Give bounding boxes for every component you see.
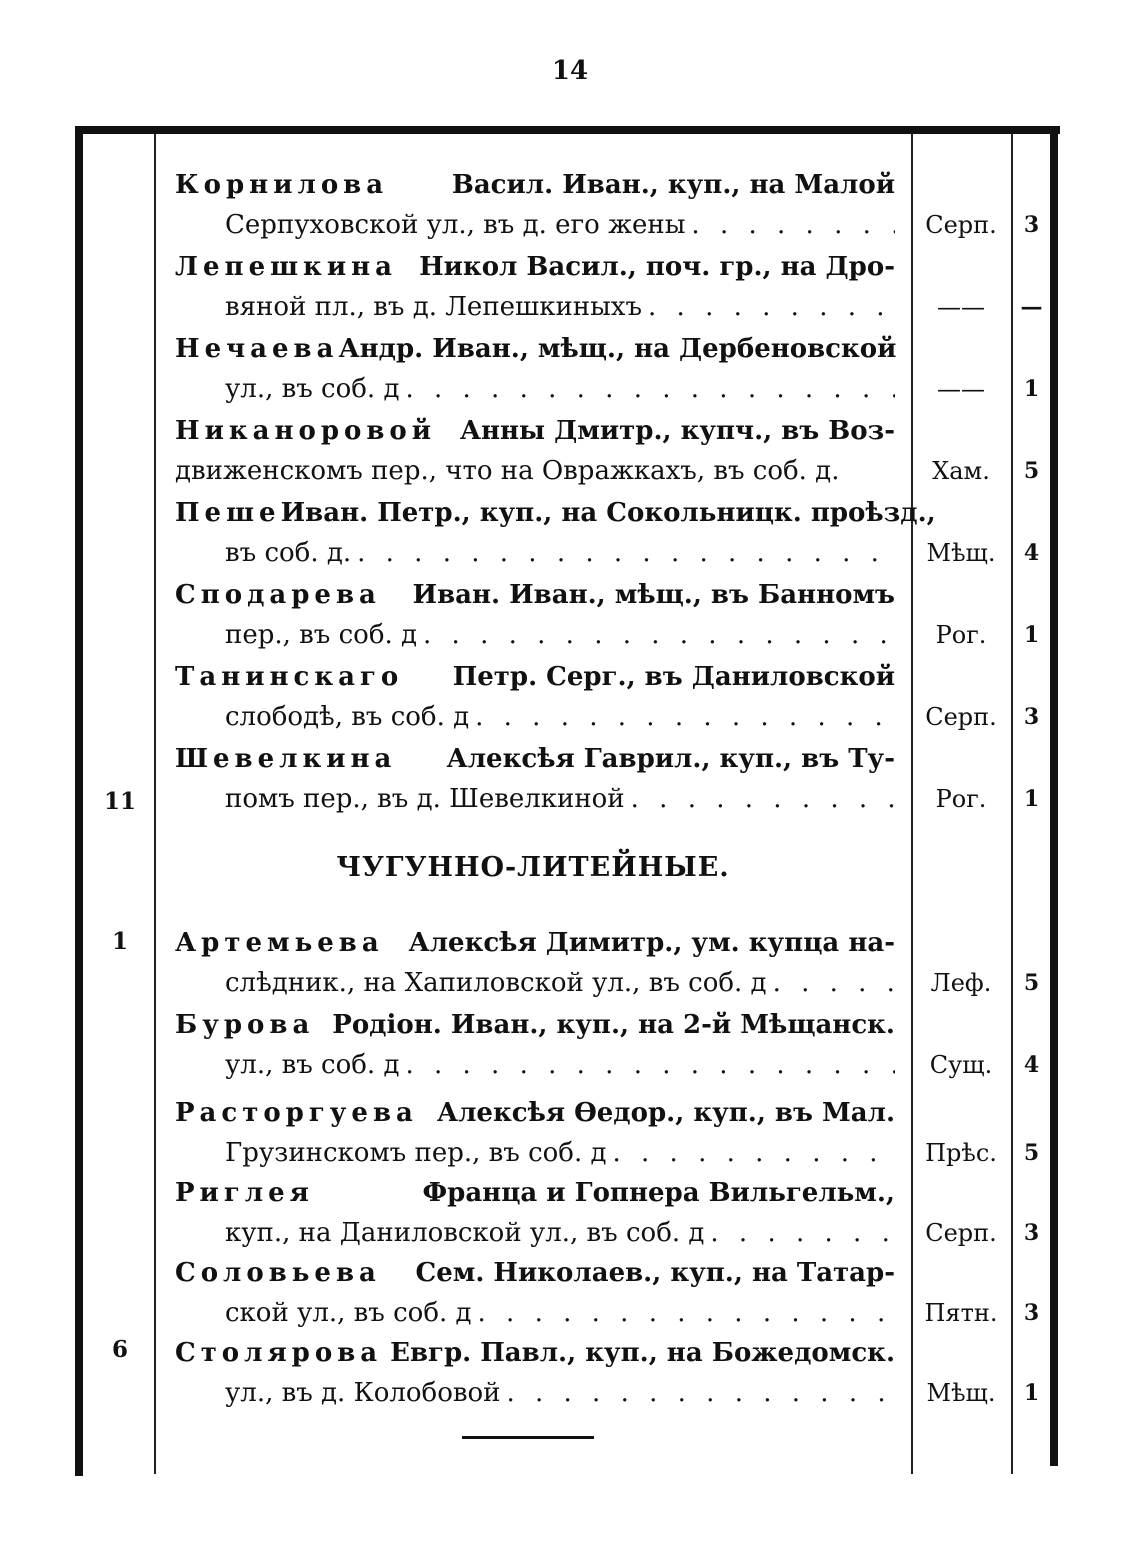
- leader-dots: [478, 1296, 895, 1330]
- leader-dots: [613, 1136, 896, 1170]
- entry-number: 11: [103, 788, 136, 815]
- entry-district: Пятн.: [924, 1299, 998, 1327]
- entry-line1: Алексѣя Димитр., ум. купца на-: [408, 928, 895, 958]
- entry-name: Риглея: [175, 1178, 314, 1208]
- entry-line1: Петр. Серг., въ Даниловской: [452, 662, 895, 692]
- entry-name: Расторгуева: [175, 1098, 418, 1128]
- entry-name: Никаноровой: [175, 416, 437, 446]
- entry-line2: слободѣ, въ соб. д: [225, 702, 470, 732]
- entry-part: 5: [1023, 458, 1040, 484]
- entry-line2: ул., въ соб. д: [225, 1050, 400, 1080]
- entry-line1: Иван. Петр., куп., на Сокольницк. проѣзд.,: [280, 498, 936, 528]
- list-item: [0, 408, 1140, 496]
- entry-district: Серп.: [925, 211, 997, 239]
- entry-name: Пеше: [175, 498, 281, 528]
- entry-part: 3: [1023, 1300, 1040, 1326]
- entry-line2: Серпуховской ул., въ д. его жены: [225, 210, 686, 240]
- entry-number: 1: [111, 928, 128, 955]
- entry-part: 5: [1023, 970, 1040, 996]
- leader-dots: [631, 782, 895, 816]
- list-item: [0, 1002, 1140, 1090]
- entry-part: 4: [1023, 540, 1040, 566]
- entry-line2: ул., въ д. Колобовой: [225, 1378, 501, 1408]
- entry-line2: слѣдник., на Хапиловской ул., въ соб. д: [225, 968, 767, 998]
- entry-part: 3: [1023, 212, 1040, 238]
- entry-line1: Алексѣя Өедор., куп., въ Мал.: [436, 1098, 895, 1128]
- entry-line1: Родіон. Иван., куп., на 2-й Мѣщанск.: [332, 1010, 895, 1040]
- entry-line1: Евгр. Павл., куп., на Божедомск.: [390, 1338, 895, 1368]
- leader-dots: [357, 536, 895, 570]
- leader-dots: [423, 618, 895, 652]
- entry-part: 1: [1023, 622, 1040, 648]
- entry-line2: движенскомъ пер., что на Овражкахъ, въ соб. д.: [175, 456, 840, 486]
- entry-line2: пер., въ соб. д: [225, 620, 418, 650]
- leader-dots: [773, 966, 895, 1000]
- entry-line2: помъ пер., въ д. Шевелкиной: [225, 784, 625, 814]
- entry-line2: въ соб. д.: [225, 538, 352, 568]
- entry-district: ——: [937, 375, 985, 403]
- entry-district: Леф.: [930, 969, 992, 997]
- leader-dots: [506, 1376, 895, 1410]
- list-item: [0, 162, 1140, 250]
- list-item: [0, 1090, 1140, 1178]
- entry-name: Шевелкина: [175, 744, 397, 774]
- leader-dots: [405, 1048, 895, 1082]
- page-number: 14: [551, 56, 589, 86]
- entry-name: Бурова: [175, 1010, 315, 1040]
- leader-dots: [405, 372, 895, 406]
- entry-district: Хам.: [932, 457, 990, 485]
- list-item: [0, 1250, 1140, 1338]
- list-item: [0, 1330, 1140, 1418]
- entry-district: Сущ.: [929, 1051, 993, 1079]
- entry-line1: Алексѣя Гаврил., куп., въ Ту-: [446, 744, 895, 774]
- entry-line1: Андр. Иван., мѣщ., на Дербеновской: [338, 334, 897, 364]
- entry-name: Корнилова: [175, 170, 389, 200]
- entry-line1: Васил. Иван., куп., на Малой: [451, 170, 895, 200]
- entry-line1: Сем. Николаев., куп., на Татар-: [415, 1258, 895, 1288]
- entry-district: ——: [937, 293, 985, 321]
- entry-line2: ской ул., въ соб. д: [225, 1298, 472, 1328]
- entry-part: 3: [1023, 1220, 1040, 1246]
- list-item: [0, 490, 1140, 578]
- leader-dots: [475, 700, 895, 734]
- list-item: [0, 654, 1140, 742]
- entry-district: Рог.: [935, 621, 987, 649]
- entry-part: 5: [1023, 1140, 1040, 1166]
- entry-part: —: [1020, 294, 1043, 320]
- entry-district: Рог.: [935, 785, 987, 813]
- entry-name: Соловьева: [175, 1258, 381, 1288]
- list-item: [0, 736, 1140, 824]
- entry-line2: куп., на Даниловской ул., въ соб. д: [225, 1218, 705, 1248]
- section-heading: ЧУГУННО-ЛИТЕЙНЫЕ.: [336, 852, 730, 883]
- entry-part: 1: [1023, 1380, 1040, 1406]
- entry-district: Серп.: [925, 703, 997, 731]
- leader-dots: [691, 208, 895, 242]
- entry-part: 1: [1023, 786, 1040, 812]
- entry-part: 4: [1023, 1052, 1040, 1078]
- frame-top-rule: [75, 126, 1060, 134]
- entry-number: 6: [111, 1336, 128, 1363]
- entry-district: Прѣс.: [925, 1139, 997, 1167]
- list-item: [0, 1170, 1140, 1258]
- entry-name: Танинскаго: [175, 662, 404, 692]
- entry-name: Артемьева: [175, 928, 384, 958]
- leader-dots: [648, 290, 895, 324]
- entry-name: Лепешкина: [175, 252, 397, 282]
- entry-name: Сподарева: [175, 580, 381, 610]
- leader-dots: [710, 1216, 895, 1250]
- entry-district: Мѣщ.: [926, 1379, 996, 1407]
- entry-line1: Анны Дмитр., купч., въ Воз-: [459, 416, 895, 446]
- entry-district: Мѣщ.: [926, 539, 996, 567]
- entry-part: 1: [1023, 376, 1040, 402]
- list-item: [0, 326, 1140, 414]
- entry-line1: Никол Васил., поч. гр., на Дро-: [419, 252, 895, 282]
- entry-line1: Иван. Иван., мѣщ., въ Банномъ: [412, 580, 895, 610]
- list-item: [0, 572, 1140, 660]
- entry-line2: Грузинскомъ пер., въ соб. д: [225, 1138, 607, 1168]
- end-rule: [462, 1436, 594, 1439]
- entry-line2: ул., въ соб. д: [225, 374, 400, 404]
- entry-name: Столярова: [175, 1338, 383, 1368]
- entry-district: Серп.: [925, 1219, 997, 1247]
- entry-line2: вяной пл., въ д. Лепешкиныхъ: [225, 292, 643, 322]
- entry-part: 3: [1023, 704, 1040, 730]
- entry-name: Нечаева: [175, 334, 339, 364]
- list-item: [0, 244, 1140, 332]
- entry-line1: Франца и Гопнера Вильгельм.,: [422, 1178, 895, 1208]
- list-item: [0, 920, 1140, 1008]
